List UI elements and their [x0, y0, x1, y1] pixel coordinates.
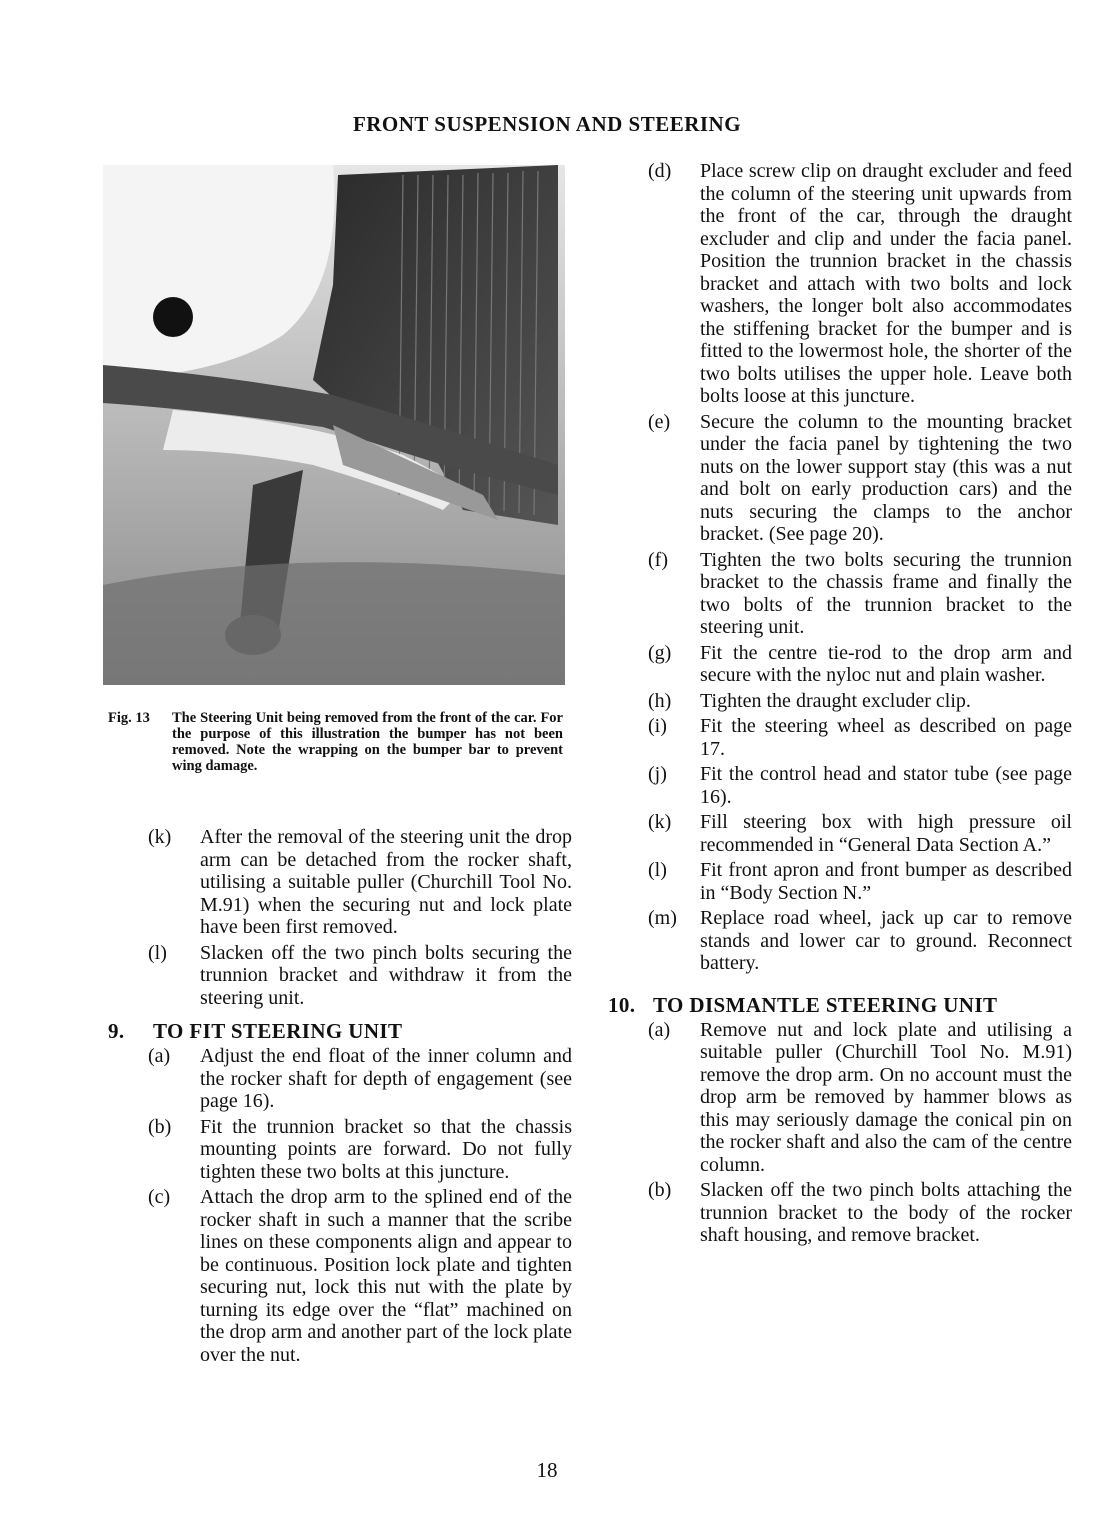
- item-letter: (c): [148, 1186, 171, 1208]
- figure-label: Fig. 13: [108, 710, 150, 726]
- section-number: 10.: [608, 992, 636, 1017]
- list-item: [648, 859, 1072, 904]
- item-letter: (j): [648, 763, 667, 785]
- section-heading: [608, 993, 1072, 1017]
- item-text: Fit the trunnion bracket so that the chassis mounting points are forward. Do not fully tighten these two bolts at this juncture.: [200, 1115, 572, 1183]
- figure-caption-text: The Steering Unit being removed from the front of the car. For the purpose of this illustration the bumper has not been removed. Note the wrapping on the bumper bar to prevent wing damage.: [172, 710, 563, 774]
- item-letter: (l): [148, 941, 167, 964]
- item-text: Fit the centre tie-rod to the drop arm and secure with the nyloc nut and plain washer.: [700, 641, 1072, 686]
- figure-caption: [108, 710, 563, 774]
- item-text: Fit front apron and front bumper as described in “Body Section N.”: [700, 859, 1072, 904]
- item-text: Fit the control head and stator tube (see page 16).: [700, 763, 1072, 808]
- right-column: [608, 160, 1072, 1250]
- steering-unit-photo: [103, 165, 565, 685]
- list-item: [648, 1179, 1072, 1247]
- list-item: [648, 642, 1072, 687]
- item-letter: (k): [148, 826, 172, 848]
- section-title: TO FIT STEERING UNIT: [153, 1019, 403, 1043]
- item-text: Fill steering box with high pressure oil recommended in “General Data Section A.”: [700, 811, 1072, 856]
- item-letter: (a): [648, 1018, 671, 1041]
- section-heading: [108, 1019, 572, 1043]
- item-text: Adjust the end float of the inner column and the rocker shaft for depth of engagement (see page 16).: [200, 1045, 572, 1112]
- item-text: Slacken off the two pinch bolts attaching the trunnion bracket to the body of the rocker shaft housing, and remove bracket.: [700, 1179, 1072, 1246]
- list-item: [648, 811, 1072, 856]
- item-letter: (m): [648, 907, 677, 929]
- item-text: Attach the drop arm to the splined end of the rocker shaft in such a manner that the scribe lines on these components align and appear to be continuous. Position lock plate and tighten securing nut, lock this nut with the plate by turning its edge over the “flat” machined on the drop arm and another part of the lock plate over the nut.: [200, 1186, 572, 1366]
- list-item: [648, 715, 1072, 760]
- list-item: [108, 826, 572, 939]
- item-text: Secure the column to the mounting bracket under the facia panel by tightening the two nuts on the lower support stay (this was a nut and bolt on early production cars) and the nuts securing the clamps to the anchor bracket. (See page 20).: [700, 410, 1072, 545]
- item-letter: (d): [648, 160, 672, 182]
- section-number: 9.: [108, 1019, 125, 1043]
- list-item: [648, 690, 1072, 713]
- item-text: After the removal of the steering unit the drop arm can be detached from the rocker shaft, utilising a suitable puller (Churchill Tool No. M.91) when the securing nut and lock plate have been first removed.: [200, 826, 572, 938]
- page-title: FRONT SUSPENSION AND STEERING: [352, 112, 742, 136]
- item-letter: (i): [648, 715, 667, 737]
- page-number: 18: [536, 1458, 558, 1482]
- list-item: [108, 942, 572, 1010]
- item-letter: (e): [648, 410, 671, 433]
- list-item: [648, 763, 1072, 808]
- item-text: Tighten the two bolts securing the trunnion bracket to the chassis frame and finally the two bolts of the trunnion bracket to the steering unit.: [700, 548, 1072, 638]
- item-text: Tighten the draught excluder clip.: [700, 689, 971, 712]
- item-text: Replace road wheel, jack up car to remove stands and lower car to ground. Reconnect battery.: [700, 907, 1072, 974]
- list-item: [108, 1116, 572, 1184]
- item-text: Place screw clip on draught excluder and feed the column of the steering unit upwards from the front of the car, through the draught excluder and clip and under the facia panel. Position the trunnion bracket in the chassis bracket and attach with two bolts and lock washers, the longer bolt also accommodates the stiffening bracket for the bumper and is fitted to the lowermost hole, the shorter of the two bolts utilises the upper hole. Leave both bolts loose at this juncture.: [700, 160, 1072, 407]
- item-text: Slacken off the two pinch bolts securing the trunnion bracket and withdraw it from the steering unit.: [200, 941, 572, 1009]
- item-letter: (h): [648, 689, 672, 712]
- list-item: [108, 1045, 572, 1113]
- item-letter: (k): [648, 811, 672, 833]
- list-item: [648, 907, 1072, 975]
- item-letter: (b): [648, 1179, 672, 1201]
- list-item: [648, 411, 1072, 546]
- item-text: Fit the steering wheel as described on page 17.: [700, 715, 1072, 760]
- figure-photo: [103, 165, 565, 685]
- item-text: Remove nut and lock plate and utilising a suitable puller (Churchill Tool No. M.91) remove the drop arm. On no account must the drop arm be removed by hammer blows as this may seriously damage the conical pin on the rocker shaft and also the cam of the centre column.: [700, 1018, 1072, 1176]
- item-letter: (l): [648, 859, 667, 881]
- list-item: [108, 1186, 572, 1366]
- list-item: [648, 160, 1072, 408]
- item-letter: (g): [648, 641, 672, 664]
- list-item: [648, 1019, 1072, 1177]
- section-title: TO DISMANTLE STEERING UNIT: [653, 992, 998, 1017]
- item-letter: (b): [148, 1115, 172, 1138]
- list-item: [648, 549, 1072, 639]
- left-column: [108, 826, 572, 1369]
- item-letter: (f): [648, 548, 668, 571]
- item-letter: (a): [148, 1045, 171, 1067]
